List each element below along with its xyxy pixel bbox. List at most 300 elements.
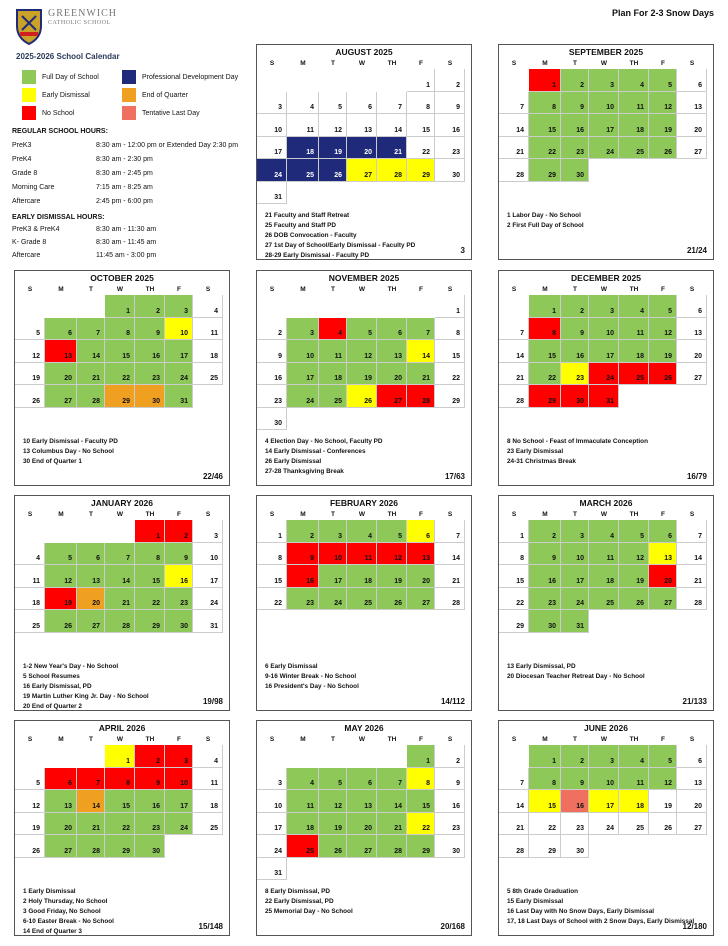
day-number: 1 bbox=[126, 307, 130, 315]
day-cell bbox=[435, 790, 465, 813]
day-cell bbox=[435, 114, 465, 137]
month-note: 21 Faculty and Staff Retreat bbox=[265, 212, 350, 219]
day-cell bbox=[105, 363, 135, 386]
day-number: 17 bbox=[606, 352, 614, 360]
day-cell bbox=[347, 588, 377, 611]
day-number: 6 bbox=[426, 532, 430, 540]
day-cell bbox=[561, 137, 589, 160]
day-cell bbox=[319, 565, 347, 588]
day-number: 7 bbox=[456, 532, 460, 540]
day-number: 18 bbox=[636, 802, 644, 810]
month-note: 27 1st Day of School/Early Dismissal - Faculty PD bbox=[265, 242, 416, 249]
day-number: 9 bbox=[278, 352, 282, 360]
day-number: 1 bbox=[456, 307, 460, 315]
day-cell bbox=[435, 813, 465, 836]
day-cell bbox=[135, 385, 165, 408]
day-cell bbox=[257, 114, 287, 137]
day-number: 16 bbox=[576, 802, 584, 810]
day-cell bbox=[407, 588, 435, 611]
day-number: 19 bbox=[636, 577, 644, 585]
day-number: 31 bbox=[274, 194, 282, 201]
day-cell bbox=[347, 768, 377, 791]
day-cell bbox=[15, 318, 45, 341]
day-number: 8 bbox=[520, 555, 524, 562]
day-cell bbox=[377, 835, 407, 858]
day-number: 8 bbox=[552, 780, 556, 787]
month-title: MAY 2026 bbox=[344, 723, 384, 733]
day-cell bbox=[649, 543, 677, 566]
day-number: 25 bbox=[210, 375, 218, 382]
weekday-header: S bbox=[205, 511, 211, 518]
day-cell bbox=[619, 137, 649, 160]
day-cell bbox=[589, 790, 619, 813]
day-number: 27 bbox=[694, 825, 702, 832]
day-cell bbox=[435, 92, 465, 115]
day-number: 18 bbox=[306, 825, 314, 832]
day-cell bbox=[77, 565, 105, 588]
day-number: 7 bbox=[126, 555, 130, 562]
day-cell bbox=[529, 520, 561, 543]
day-number: 9 bbox=[580, 104, 584, 111]
day-cell bbox=[257, 340, 287, 363]
day-number: 4 bbox=[610, 532, 614, 540]
day-cell bbox=[135, 835, 165, 858]
day-cell bbox=[257, 768, 287, 791]
day-cell bbox=[529, 137, 561, 160]
day-number: 23 bbox=[452, 149, 460, 156]
day-cell bbox=[561, 385, 589, 408]
day-cell bbox=[561, 92, 589, 115]
day-number: 15 bbox=[274, 577, 282, 585]
month-note: 20 End of Quarter 2 bbox=[23, 703, 82, 710]
weekday-header: T bbox=[573, 60, 577, 67]
day-number: 2 bbox=[156, 307, 160, 315]
day-count: 15/148 bbox=[198, 922, 223, 931]
day-number: 19 bbox=[32, 375, 40, 382]
day-number: 25 bbox=[306, 847, 314, 855]
month-calendar bbox=[14, 270, 230, 486]
day-cell bbox=[105, 318, 135, 341]
day-number: 24 bbox=[606, 149, 614, 156]
day-number: 29 bbox=[152, 622, 160, 630]
month-notes bbox=[265, 211, 465, 261]
day-cell bbox=[257, 408, 287, 431]
day-number: 25 bbox=[606, 600, 614, 607]
day-cell bbox=[319, 318, 347, 341]
month-calendar bbox=[14, 495, 230, 711]
day-cell bbox=[499, 385, 529, 408]
day-number: 26 bbox=[364, 397, 372, 405]
month-note: 14 End of Quarter 3 bbox=[23, 928, 82, 935]
weekday-header: T bbox=[89, 511, 93, 518]
day-number: 3 bbox=[184, 757, 188, 765]
month-note: 2 Holy Thursday, No School bbox=[23, 898, 108, 905]
day-cell bbox=[677, 565, 707, 588]
day-number: 11 bbox=[636, 330, 644, 337]
day-number: 15 bbox=[422, 802, 430, 810]
day-cell bbox=[257, 520, 287, 543]
day-number: 3 bbox=[610, 307, 614, 315]
day-cell bbox=[649, 92, 677, 115]
day-number: 17 bbox=[606, 802, 614, 810]
weekday-header: S bbox=[447, 60, 453, 67]
day-number: 17 bbox=[180, 352, 188, 360]
month-note: 6-10 Easter Break - No School bbox=[23, 918, 114, 925]
day-number: 24 bbox=[180, 825, 188, 832]
weekday-header: W bbox=[116, 286, 124, 293]
day-cell bbox=[529, 69, 561, 92]
day-number: 25 bbox=[636, 149, 644, 156]
month-note: 17, 18 Last Days of School with 2 Snow Days, Early Dismissal bbox=[507, 918, 695, 925]
day-cell bbox=[135, 543, 165, 566]
day-number: 18 bbox=[210, 352, 218, 360]
day-number: 2 bbox=[310, 532, 314, 540]
day-cell bbox=[589, 588, 619, 611]
day-number: 22 bbox=[548, 375, 556, 382]
day-cell bbox=[619, 768, 649, 791]
day-number: 12 bbox=[664, 780, 672, 787]
day-number: 17 bbox=[180, 802, 188, 810]
day-number: 6 bbox=[698, 81, 702, 89]
day-number: 24 bbox=[306, 397, 314, 405]
weekday-header: M bbox=[542, 736, 548, 743]
month-note: 28-29 Early Dismissal - Faculty PD bbox=[265, 252, 370, 259]
day-cell bbox=[257, 92, 287, 115]
day-number: 22 bbox=[152, 600, 160, 607]
weekday-header: F bbox=[661, 286, 665, 293]
day-number: 24 bbox=[274, 847, 282, 855]
day-cell bbox=[677, 92, 707, 115]
day-cell bbox=[193, 363, 223, 386]
day-number: 6 bbox=[398, 330, 402, 337]
day-number: 5 bbox=[36, 330, 40, 337]
day-cell bbox=[45, 835, 77, 858]
day-cell bbox=[193, 295, 223, 318]
day-number: 15 bbox=[548, 352, 556, 360]
day-cell bbox=[499, 610, 529, 633]
day-number: 18 bbox=[210, 802, 218, 810]
day-cell bbox=[45, 363, 77, 386]
day-number: 23 bbox=[306, 600, 314, 607]
day-number: 5 bbox=[668, 757, 672, 765]
day-number: 29 bbox=[122, 847, 130, 855]
day-number: 16 bbox=[576, 126, 584, 134]
weekday-header: W bbox=[600, 286, 608, 293]
day-number: 26 bbox=[664, 825, 672, 832]
day-number: 29 bbox=[516, 622, 524, 630]
month-calendar bbox=[256, 270, 472, 486]
day-number: 9 bbox=[456, 780, 460, 787]
day-cell bbox=[619, 295, 649, 318]
day-number: 7 bbox=[698, 532, 702, 540]
day-cell bbox=[377, 565, 407, 588]
hours-label: Aftercare bbox=[12, 252, 41, 259]
day-cell bbox=[319, 768, 347, 791]
day-cell bbox=[319, 813, 347, 836]
school-logo bbox=[14, 4, 164, 50]
day-cell bbox=[15, 588, 45, 611]
day-number: 22 bbox=[452, 375, 460, 382]
day-cell bbox=[377, 363, 407, 386]
month-calendar bbox=[498, 495, 714, 711]
day-number: 8 bbox=[426, 104, 430, 111]
day-cell bbox=[561, 745, 589, 768]
day-number: 18 bbox=[306, 149, 314, 156]
month-note: 24-31 Christmas Break bbox=[507, 458, 576, 465]
day-number: 3 bbox=[338, 532, 342, 540]
day-cell bbox=[165, 520, 193, 543]
weekday-header: F bbox=[177, 286, 181, 293]
day-cell bbox=[407, 363, 435, 386]
weekday-header: M bbox=[542, 286, 548, 293]
day-cell bbox=[529, 114, 561, 137]
day-cell bbox=[287, 790, 319, 813]
day-number: 8 bbox=[156, 555, 160, 562]
day-cell bbox=[45, 588, 77, 611]
day-cell bbox=[677, 745, 707, 768]
day-number: 12 bbox=[364, 352, 372, 360]
day-number: 20 bbox=[394, 375, 402, 382]
day-cell bbox=[377, 790, 407, 813]
day-number: 19 bbox=[664, 352, 672, 360]
day-cell bbox=[77, 318, 105, 341]
day-cell bbox=[407, 543, 435, 566]
weekday-header: TH bbox=[629, 736, 639, 743]
legend-panel bbox=[12, 52, 252, 266]
day-cell bbox=[377, 520, 407, 543]
day-count: 22/46 bbox=[202, 472, 223, 481]
day-number: 6 bbox=[698, 757, 702, 765]
month-notes bbox=[507, 437, 707, 467]
day-number: 10 bbox=[606, 104, 614, 111]
day-number: 5 bbox=[640, 532, 644, 540]
day-cell bbox=[45, 385, 77, 408]
day-number: 1 bbox=[126, 757, 130, 765]
day-cell bbox=[589, 340, 619, 363]
hours-value: 8:30 am - 2:45 pm bbox=[96, 170, 153, 177]
legend-swatch bbox=[122, 106, 136, 120]
weekday-header: S bbox=[269, 511, 275, 518]
day-cell bbox=[165, 610, 193, 633]
day-cell bbox=[135, 610, 165, 633]
weekday-header: S bbox=[205, 736, 211, 743]
day-number: 23 bbox=[152, 825, 160, 832]
day-number: 7 bbox=[426, 330, 430, 337]
day-cell bbox=[619, 813, 649, 836]
day-cell bbox=[561, 543, 589, 566]
day-cell bbox=[435, 588, 465, 611]
day-count: 21/133 bbox=[682, 697, 707, 706]
day-number: 7 bbox=[96, 780, 100, 787]
day-cell bbox=[649, 768, 677, 791]
day-number: 30 bbox=[576, 171, 584, 179]
day-number: 17 bbox=[274, 825, 282, 832]
day-number: 2 bbox=[580, 307, 584, 315]
day-cell bbox=[561, 363, 589, 386]
weekday-header: F bbox=[661, 511, 665, 518]
day-cell bbox=[529, 318, 561, 341]
day-cell bbox=[435, 295, 465, 318]
day-number: 20 bbox=[64, 375, 72, 382]
day-cell bbox=[165, 543, 193, 566]
hours-value: 8:30 am - 12:00 pm or Extended Day 2:30 pm bbox=[96, 142, 239, 149]
day-cell bbox=[649, 588, 677, 611]
day-cell bbox=[77, 588, 105, 611]
day-number: 20 bbox=[92, 600, 100, 607]
weekday-header: W bbox=[600, 736, 608, 743]
day-number: 13 bbox=[92, 577, 100, 585]
day-cell bbox=[619, 543, 649, 566]
day-number: 25 bbox=[32, 622, 40, 630]
day-cell bbox=[649, 340, 677, 363]
day-number: 15 bbox=[422, 126, 430, 134]
day-cell bbox=[589, 318, 619, 341]
day-cell bbox=[165, 363, 193, 386]
day-cell bbox=[165, 745, 193, 768]
day-number: 30 bbox=[548, 622, 556, 630]
day-number: 15 bbox=[548, 126, 556, 134]
hours-label: Aftercare bbox=[12, 198, 41, 205]
day-cell bbox=[529, 588, 561, 611]
day-number: 27 bbox=[694, 375, 702, 382]
day-number: 23 bbox=[274, 397, 282, 405]
weekday-header: TH bbox=[387, 286, 397, 293]
day-cell bbox=[407, 790, 435, 813]
day-number: 29 bbox=[122, 397, 130, 405]
day-number: 28 bbox=[452, 600, 460, 607]
day-cell bbox=[287, 768, 319, 791]
month-calendar bbox=[498, 44, 714, 260]
day-cell bbox=[677, 340, 707, 363]
hours-label: PreK3 bbox=[12, 142, 32, 149]
month-note: 1 Labor Day - No School bbox=[507, 212, 581, 219]
day-cell bbox=[561, 318, 589, 341]
day-cell bbox=[377, 813, 407, 836]
day-cell bbox=[15, 835, 45, 858]
month-title: AUGUST 2025 bbox=[335, 47, 393, 57]
day-number: 18 bbox=[32, 600, 40, 607]
day-number: 10 bbox=[334, 555, 342, 562]
day-cell bbox=[407, 69, 435, 92]
day-number: 7 bbox=[520, 780, 524, 787]
day-cell bbox=[347, 159, 377, 182]
day-cell bbox=[529, 543, 561, 566]
day-number: 27 bbox=[364, 171, 372, 179]
month-title: DECEMBER 2025 bbox=[571, 273, 641, 283]
day-number: 11 bbox=[210, 330, 218, 337]
day-number: 30 bbox=[452, 171, 460, 179]
day-cell bbox=[499, 543, 529, 566]
day-cell bbox=[77, 835, 105, 858]
day-cell bbox=[319, 835, 347, 858]
day-cell bbox=[287, 835, 319, 858]
day-number: 22 bbox=[422, 825, 430, 832]
day-number: 23 bbox=[180, 600, 188, 607]
day-cell bbox=[407, 159, 435, 182]
day-number: 17 bbox=[306, 375, 314, 382]
day-cell bbox=[499, 565, 529, 588]
month-title: MARCH 2026 bbox=[579, 498, 633, 508]
day-cell bbox=[15, 768, 45, 791]
month-title: FEBRUARY 2026 bbox=[329, 498, 399, 508]
day-cell bbox=[677, 813, 707, 836]
day-cell bbox=[287, 520, 319, 543]
day-cell bbox=[45, 340, 77, 363]
day-cell bbox=[619, 745, 649, 768]
day-cell bbox=[561, 295, 589, 318]
day-number: 8 bbox=[126, 330, 130, 337]
regular-hours-title: REGULAR SCHOOL HOURS: bbox=[12, 128, 108, 135]
day-cell bbox=[377, 318, 407, 341]
month-note: 9-16 Winter Break - No School bbox=[265, 673, 357, 680]
weekday-header: W bbox=[600, 60, 608, 67]
day-number: 14 bbox=[122, 577, 130, 585]
weekday-header: S bbox=[269, 736, 275, 743]
day-number: 19 bbox=[394, 577, 402, 585]
day-number: 23 bbox=[452, 825, 460, 832]
day-cell bbox=[257, 182, 287, 205]
day-cell bbox=[589, 114, 619, 137]
day-number: 10 bbox=[306, 352, 314, 360]
day-cell bbox=[407, 340, 435, 363]
day-cell bbox=[619, 790, 649, 813]
month-note: 16 Early Dismissal, PD bbox=[23, 683, 92, 690]
day-number: 4 bbox=[214, 757, 218, 765]
day-cell bbox=[165, 768, 193, 791]
day-cell bbox=[165, 565, 193, 588]
day-cell bbox=[165, 385, 193, 408]
day-number: 7 bbox=[96, 330, 100, 337]
day-number: 21 bbox=[694, 577, 702, 585]
day-cell bbox=[105, 745, 135, 768]
calendar-title: 2025-2026 School Calendar bbox=[16, 52, 120, 61]
day-count: 21/24 bbox=[686, 246, 707, 255]
day-number: 1 bbox=[552, 307, 556, 315]
month-note: 23 Early Dismissal bbox=[507, 448, 564, 455]
month-note: 27-28 Thanksgiving Break bbox=[265, 468, 344, 475]
month-title: APRIL 2026 bbox=[98, 723, 146, 733]
month-notes bbox=[265, 662, 465, 692]
day-cell bbox=[45, 768, 77, 791]
day-cell bbox=[45, 790, 77, 813]
day-number: 28 bbox=[394, 171, 402, 179]
day-number: 24 bbox=[606, 375, 614, 382]
day-number: 27 bbox=[664, 600, 672, 607]
month-note: 22 Early Dismissal, PD bbox=[265, 898, 334, 905]
month-title: SEPTEMBER 2025 bbox=[568, 47, 644, 57]
day-cell bbox=[589, 92, 619, 115]
legend-swatch bbox=[22, 70, 36, 84]
day-number: 10 bbox=[274, 126, 282, 134]
day-cell bbox=[105, 565, 135, 588]
day-cell bbox=[193, 543, 223, 566]
hours-value: 8:30 am - 11:45 am bbox=[96, 239, 157, 246]
month-note: 1 Early Dismissal bbox=[23, 888, 76, 895]
day-number: 13 bbox=[364, 802, 372, 810]
day-number: 2 bbox=[184, 532, 188, 540]
day-cell bbox=[105, 588, 135, 611]
day-number: 6 bbox=[668, 532, 672, 540]
day-number: 15 bbox=[516, 577, 524, 585]
weekday-header: S bbox=[511, 511, 517, 518]
day-cell bbox=[105, 610, 135, 633]
day-number: 3 bbox=[310, 330, 314, 337]
day-number: 11 bbox=[636, 780, 644, 787]
day-number: 30 bbox=[274, 420, 282, 427]
day-cell bbox=[377, 768, 407, 791]
day-cell bbox=[435, 520, 465, 543]
day-number: 7 bbox=[520, 330, 524, 337]
